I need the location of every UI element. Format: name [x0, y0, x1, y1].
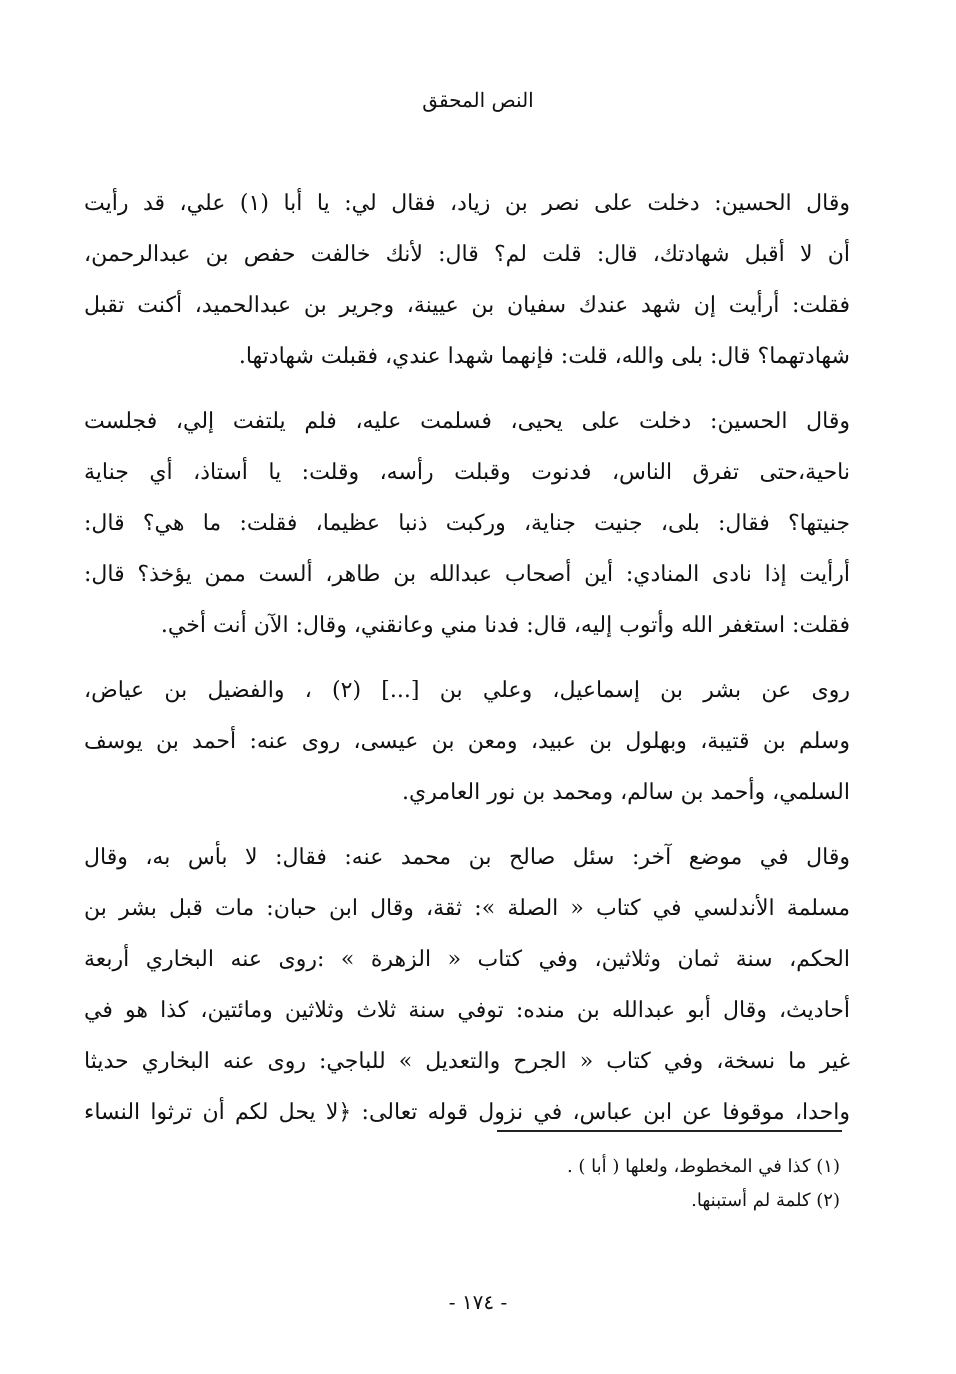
text-line: أحاديث، وقال أبو عبدالله بن منده: توفي سنة ثلاث وثلاثين ومائتين، كذا هو في [84, 998, 850, 1023]
footnote: (١) كذا في المخطوط، ولعلها ( أبا ) . [566, 1156, 840, 1177]
text-line: فقلت: استغفر الله وأتوب إليه، قال: فدنا مني وعانقني، وقال: الآن أنت أخي. [160, 613, 850, 638]
text-line: روى عن بشر بن إسماعيل، وعلي بن [...] (٢) ، والفضيل بن عياض، [84, 678, 851, 703]
text-line: وقال في موضع آخر: سئل صالح بن محمد عنه: فقال: لا بأس به، وقال [84, 845, 850, 870]
page-header: النص المحقق [422, 88, 534, 112]
paragraph [84, 396, 850, 651]
text-line: وسلم بن قتيبة، وبهلول بن عبيد، ومعن بن عيسى، روى عنه: أحمد بن يوسف [84, 729, 850, 754]
text-line: أن لا أقبل شهادتك، قال: قلت لم؟ قال: لأنك خالفت حفص بن عبدالرحمن، [84, 242, 850, 267]
text-line: وقال الحسين: دخلت على يحيى، فسلمت عليه، فلم يلتفت إلي، فجلست [84, 409, 850, 434]
main-text [84, 178, 850, 1152]
footnotes [400, 1150, 840, 1218]
paragraph [84, 178, 850, 382]
text-line: شهادتهما؟ قال: بلى والله، قلت: فإنهما شهدا عندي، فقبلت شهادتها. [238, 344, 850, 369]
text-line: غير ما نسخة، وفي كتاب « الجرح والتعديل » للباجي: روى عنه البخاري حديثا [84, 1049, 850, 1074]
text-line: فقلت: أرأيت إن شهد عندك سفيان بن عيينة، وجرير بن عبدالحميد، أكنت تقبل [84, 293, 850, 318]
page-number: - ١٧٤ - [448, 1290, 508, 1314]
footnote: (٢) كلمة لم أستبنها. [691, 1190, 840, 1211]
text-line: وقال الحسين: دخلت على نصر بن زياد، فقال لي: يا أبا (١) علي، قد رأيت [84, 191, 851, 216]
text-line: ناحية،حتى تفرق الناس، فدنوت وقبلت رأسه، وقلت: يا أستاذ، أي جناية [84, 460, 850, 485]
paragraph [84, 665, 850, 818]
footnote-divider [497, 1130, 842, 1132]
text-line: أرأيت إذا نادى المنادي: أين أصحاب عبدالله بن طاهر، ألست ممن يؤخذ؟ قال: [84, 562, 850, 587]
text-line: السلمي، وأحمد بن سالم، ومحمد بن نور العامري. [401, 780, 850, 805]
text-line: جنيتها؟ فقال: بلى، جنيت جناية، وركبت ذنبا عظيما، فقلت: ما هي؟ قال: [84, 511, 850, 536]
paragraph [84, 832, 850, 1138]
text-line: مسلمة الأندلسي في كتاب « الصلة »: ثقة، وقال ابن حبان: مات قبل بشر بن [84, 896, 850, 921]
text-line: الحكم، سنة ثمان وثلاثين، وفي كتاب « الزهرة » :روى عنه البخاري أربعة [84, 947, 850, 972]
text-line: واحدا، موقوفا عن ابن عباس، في نزول قوله تعالى: ﴿لا يحل لكم أن ترثوا النساء [84, 1100, 850, 1125]
